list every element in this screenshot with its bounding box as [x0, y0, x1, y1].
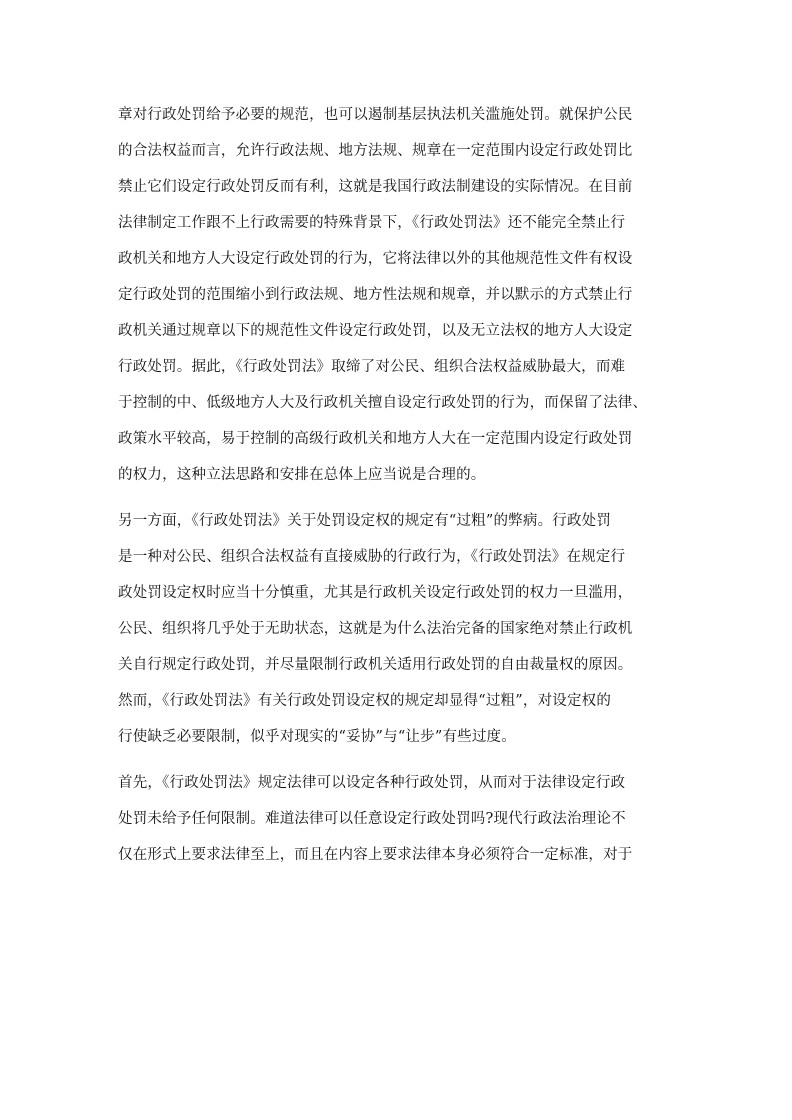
paragraph-3: [118, 765, 674, 873]
text-line: 禁止它们设定行政处罚反而有利，这就是我国行政法制建设的实际情况。在目前: [118, 179, 633, 195]
paragraph-gap: [118, 755, 674, 765]
text-line: 法律制定工作跟不上行政需要的特殊背景下，《行政处罚法》还不能完全禁止行: [118, 215, 626, 231]
text-line: 章对行政处罚给予必要的规范，也可以遏制基层执法机关滥施处罚。就保护公民: [118, 107, 633, 123]
text-line: 仅在形式上要求法律至上，而且在内容上要求法律本身必须符合一定标准，对于: [118, 847, 633, 863]
text-line: 处罚未给予任何限制。难道法律可以任意设定行政处罚吗?现代行政法治理论不: [118, 811, 626, 827]
text-line: 政处罚设定权时应当十分慎重，尤其是行政机关设定行政处罚的权力一旦滥用，: [118, 585, 633, 601]
text-line: 政机关通过规章以下的规范性文件设定行政处罚，以及无立法权的地方人大设定: [118, 323, 633, 339]
text-line: 首先，《行政处罚法》规定法律可以设定各种行政处罚，从而对于法律设定行政: [118, 775, 626, 791]
text-line: 行政处罚。据此，《行政处罚法》取缔了对公民、组织合法权益威胁最大，而难: [118, 359, 626, 375]
document-page: [118, 97, 674, 873]
text-line: 公民、组织将几乎处于无助状态，这就是为什么法治完备的国家绝对禁止行政机: [118, 621, 633, 637]
text-line: 政策水平较高，易于控制的高级行政机关和地方人大在一定范围内设定行政处罚: [118, 431, 633, 447]
paragraph-gap: [118, 493, 674, 503]
paragraph-1: [118, 97, 674, 493]
text-line: 定行政处罚的范围缩小到行政法规、地方性法规和规章，并以默示的方式禁止行: [118, 287, 633, 303]
text-line: 关自行规定行政处罚，并尽量限制行政机关适用行政处罚的自由裁量权的原因。: [118, 657, 633, 673]
text-line: 另一方面，《行政处罚法》关于处罚设定权的规定有“过粗”的弊病。行政处罚: [118, 513, 612, 529]
text-line: 的权力，这种立法思路和安排在总体上应当说是合理的。: [118, 467, 486, 483]
paragraph-2: [118, 503, 674, 755]
text-line: 然而，《行政处罚法》有关行政处罚设定权的规定却显得“过粗”，对设定权的: [118, 693, 612, 709]
text-line: 是一种对公民、组织合法权益有直接威胁的行政行为，《行政处罚法》在规定行: [118, 549, 626, 565]
text-line: 于控制的中、低级地方人大及行政机关擅自设定行政处罚的行为，而保留了法律、: [118, 395, 648, 411]
text-line: 的合法权益而言，允许行政法规、地方法规、规章在一定范围内设定行政处罚比: [118, 143, 633, 159]
text-line: 政机关和地方人大设定行政处罚的行为，它将法律以外的其他规范性文件有权设: [118, 251, 633, 267]
text-line: 行使缺乏必要限制，似乎对现实的“妥协”与“让步”有些过度。: [118, 729, 516, 745]
